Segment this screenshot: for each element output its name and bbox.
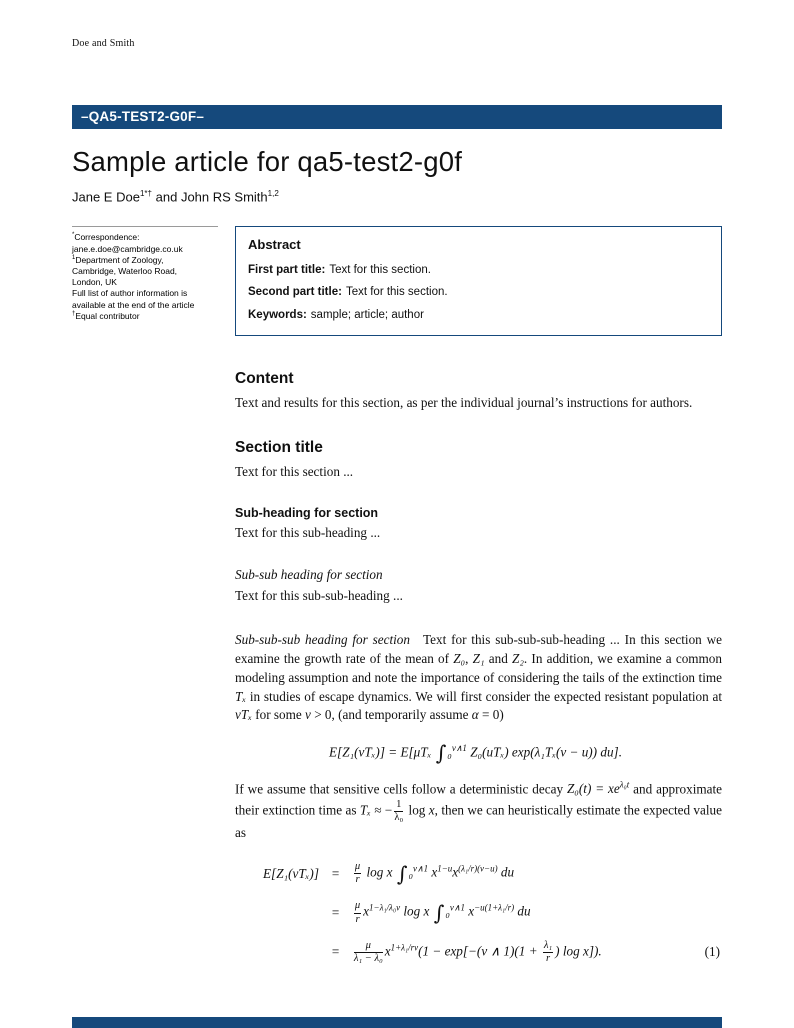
abstract-heading: Abstract xyxy=(248,237,301,253)
subsection-heading: Sub-heading for section xyxy=(235,505,379,520)
equals-sign: = xyxy=(330,944,340,960)
author-info-sidebar xyxy=(72,226,218,322)
header-two-column-row xyxy=(72,226,722,336)
content-heading: Content xyxy=(235,370,294,388)
equals-sign: = xyxy=(330,905,340,921)
running-head: Doe and Smith xyxy=(72,38,135,49)
subsection-body: Text for this sub-heading ... xyxy=(235,524,381,540)
correspondence-email[interactable]: jane.e.doe@cambridge.co.uk xyxy=(72,243,183,254)
article-title: Sample article for qa5-test2-g0f xyxy=(72,146,463,177)
equation-rhs: $\frac{\mu}{\text{λ₁ − λ₀}}$ $x^{1+\lambda_1/rv}(1 - \exp[-(v$ ∧ 1)(1 + $\frac{\text{λ₁}}{r}$ ) log x]). xyxy=(353,939,602,964)
author-line: Jane E Doe$^{1*\dagger}$ and John RS Smith$^{1,2}$ xyxy=(72,189,279,205)
footer-bar xyxy=(72,1017,722,1028)
abstract-item-text: Text for this section. xyxy=(345,286,448,299)
abstract-keywords-text: sample; article; author xyxy=(310,308,424,321)
article-type-banner xyxy=(72,105,722,129)
correspondence-label: *Correspondence: xyxy=(72,232,140,243)
abstract-keywords xyxy=(248,308,709,324)
section-heading: Section title xyxy=(235,439,323,457)
main-content-column xyxy=(235,370,722,965)
subsubsub-paragraph xyxy=(235,631,722,725)
affiliation-line: London, UK xyxy=(72,277,117,288)
affiliation-line: Cambridge, Waterloo Road, xyxy=(72,265,178,276)
subsubsection-body: Text for this sub-sub-heading ... xyxy=(235,587,403,603)
equation-rhs: $\frac{\mu}{r}$ $x^{1-\lambda_1/\lambda_0v}$ log x ∫₀$^{v\wedge 1}$ $x^{-u(1+\lambda_1/r)}$ du xyxy=(354,900,531,925)
author-info-note: available at the end of the article xyxy=(72,299,195,310)
abstract-item xyxy=(248,285,709,301)
abstract-keywords-label: Keywords: xyxy=(248,308,307,321)
section-body: Text for this section ... xyxy=(235,464,354,480)
equation-number: (1) xyxy=(704,944,720,960)
abstract-box xyxy=(235,226,722,336)
between-equations-paragraph: If we assume that sensitive cells follow a deterministic decay $Z_0(t) = xe^{\lambda_0t}$ and approximate their extinction time as Tₓ ≈ − $\frac{1}{\text{λ₀}}$ log x, then we can heuristically estimate the expected value as xyxy=(235,780,723,841)
equals-sign: = xyxy=(330,865,340,881)
abstract-item-text: Text for this section. xyxy=(329,263,431,276)
banner-text: –QA5-TEST2-G0F– xyxy=(81,109,205,124)
affiliation-line: $^1$Department of Zoology, xyxy=(72,254,164,265)
abstract-item xyxy=(248,263,709,279)
content-body: Text and results for this section, as per the individual journal’s instructions for authors. xyxy=(235,395,693,411)
author-info-note: Full list of author information is xyxy=(72,288,188,299)
equation-rhs: $\frac{\mu}{r}$ log x ∫₀$^{v\wedge 1}$ $x^{1-u}x^{(\lambda_1/r)(v-u)}$ du xyxy=(354,861,515,886)
subsubsection-heading: Sub-sub heading for section xyxy=(235,566,383,582)
subsubsub-runin-heading: Sub-sub-sub heading for section xyxy=(235,632,410,648)
equation-lhs: E[Z₁(vTₓ)] xyxy=(263,865,319,881)
abstract-item-label: Second part title: xyxy=(248,286,342,299)
subsubsub-body: Text for this sub-sub-sub-heading ... In this section we examine the growth rate of the mean of Z₀, Z₁ and Z₂. In addition, we examine a common modeling assumption and note the importance of considering the tails of the extinction time Tₓ in studies of escape dynamics. We will first consider the expected resistant population at vTₓ for some v > 0, (and temporarily assume α = 0) xyxy=(235,632,722,723)
abstract-item-label: First part title: xyxy=(248,263,326,276)
sidebar-divider xyxy=(72,226,218,227)
equal-contributor-note: †Equal contributor xyxy=(72,310,140,321)
display-equation: E[Z₁(vTₓ)] = E[μTₓ ∫₀$^{v\wedge 1}$ Z₀(uTₓ) exp(λ₁Tₓ(v − u)) du]. xyxy=(329,741,622,766)
aligned-equations xyxy=(263,861,722,965)
